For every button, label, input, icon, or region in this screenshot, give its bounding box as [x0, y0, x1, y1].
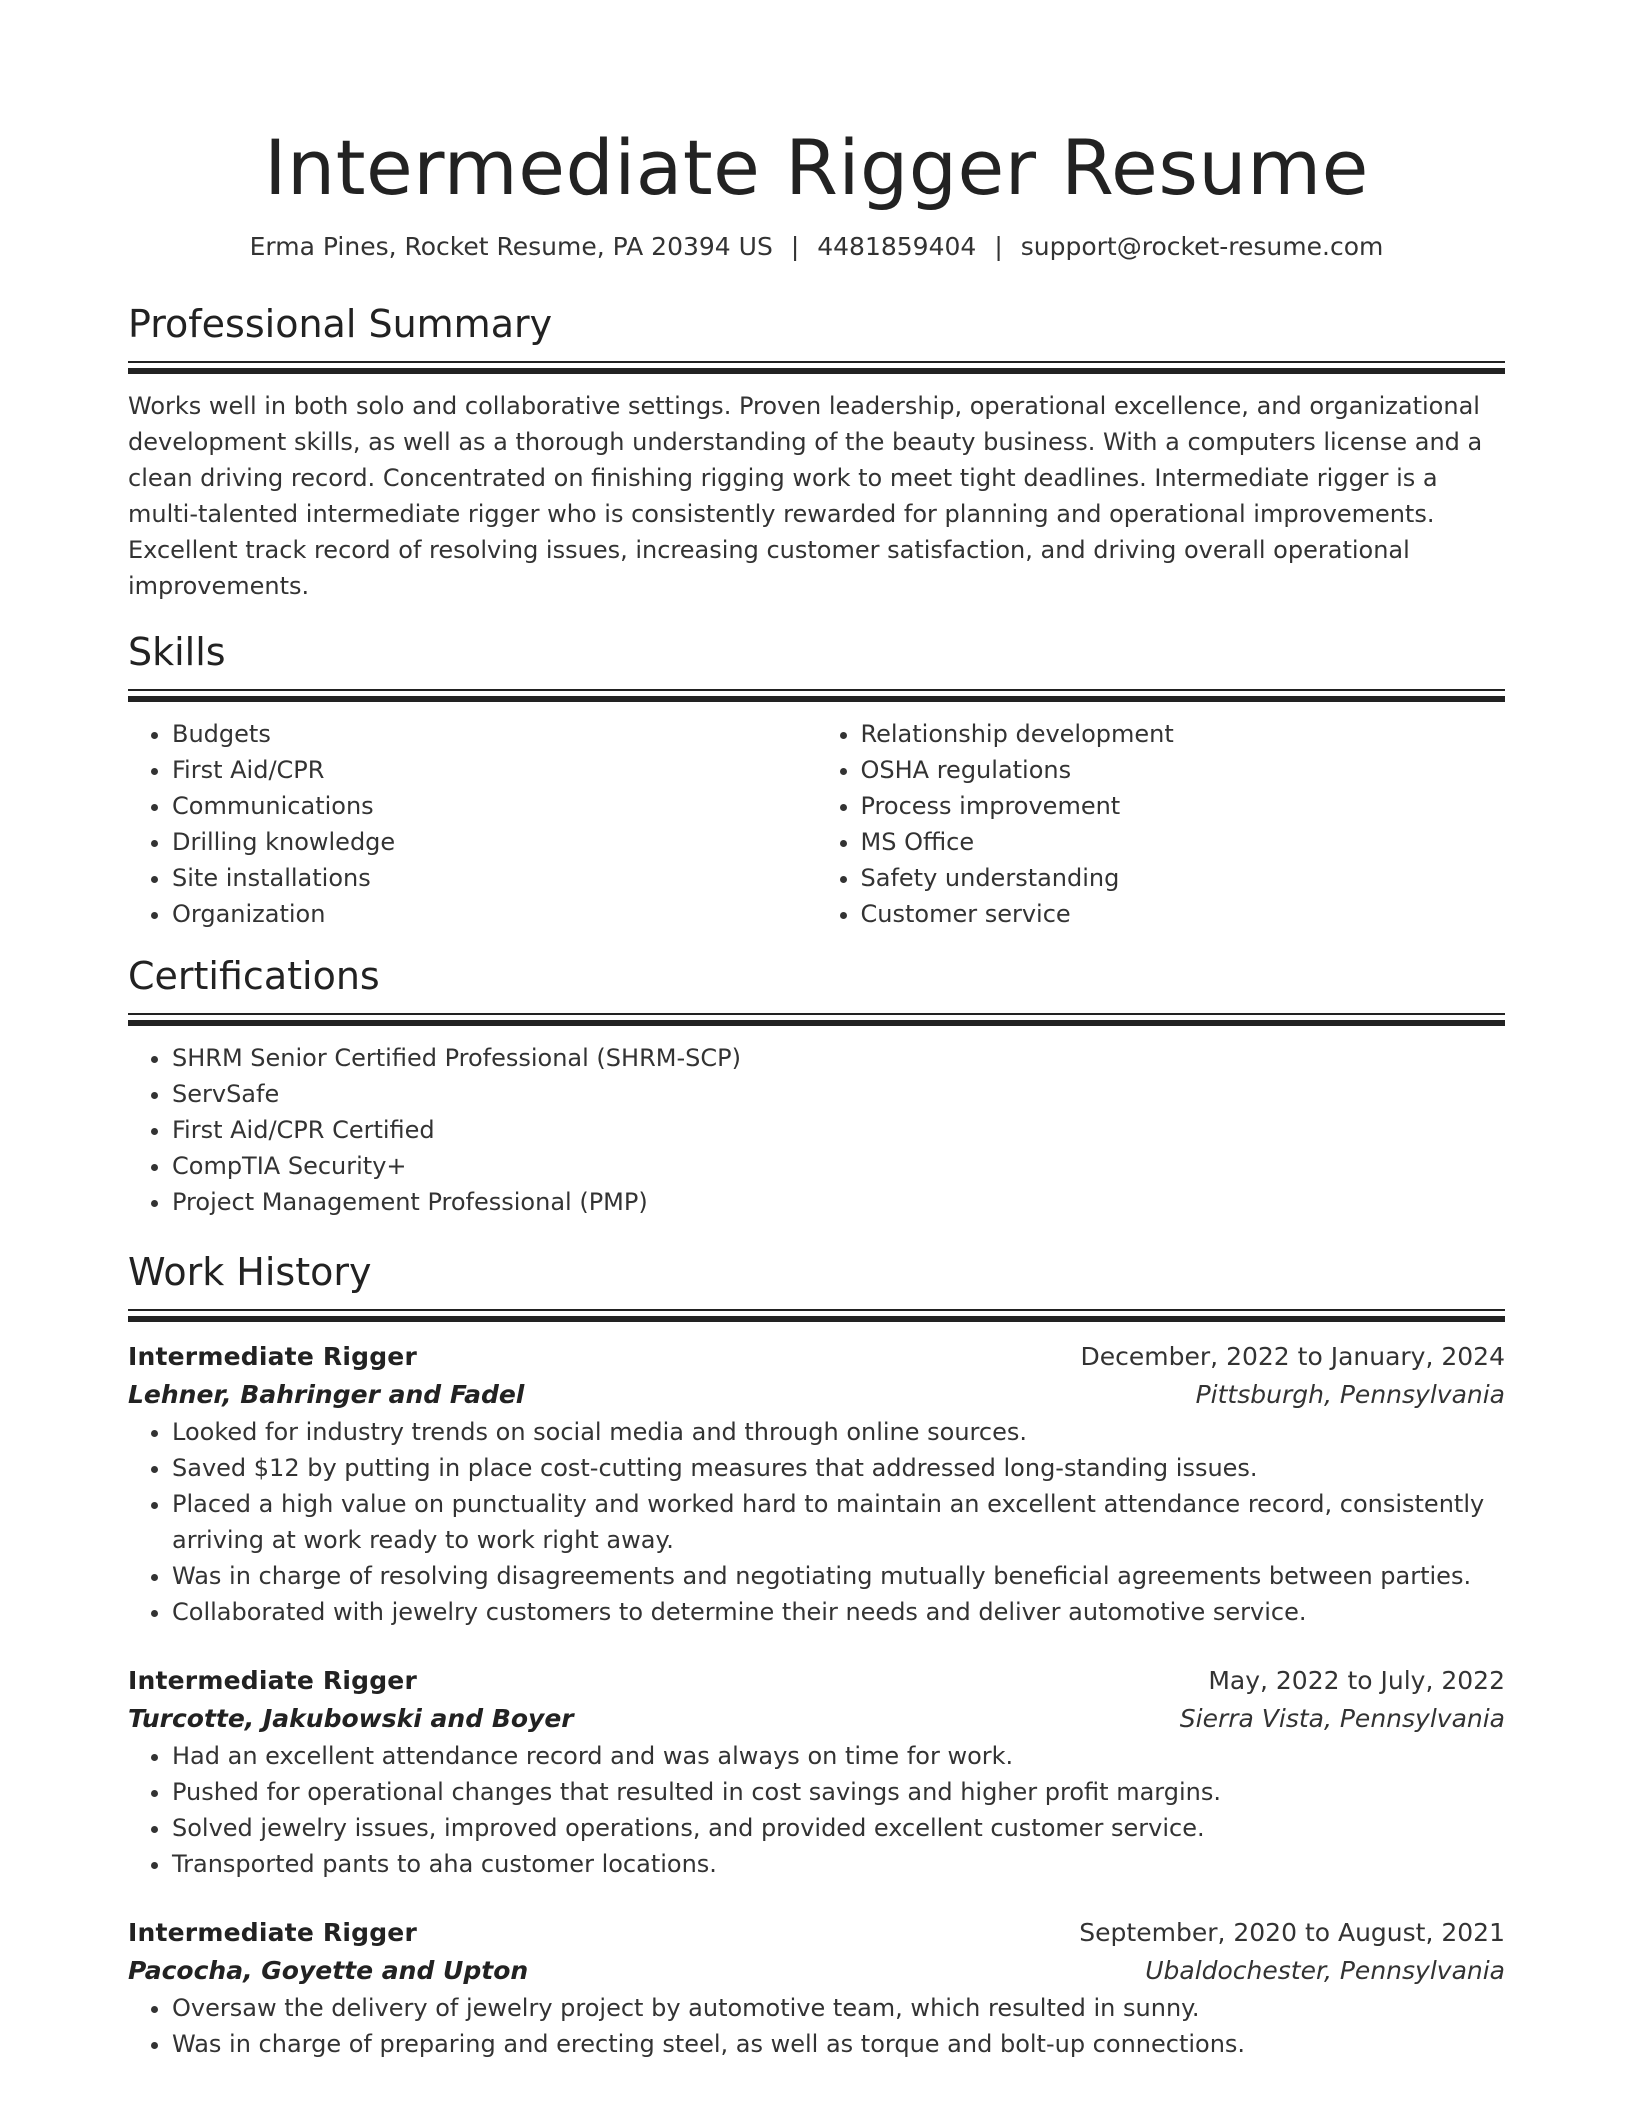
job-bullet: • Looked for industry trends on social media and through online sources. [172, 1414, 1505, 1450]
job-dates: September, 2020 to August, 2021 [1079, 1918, 1505, 1947]
skill-item: • Relationship development [861, 716, 1506, 752]
skill-item: • Drilling knowledge [172, 824, 817, 860]
contact-phone: 4481859404 [817, 232, 977, 261]
job-location: Sierra Vista, Pennsylvania [1179, 1704, 1505, 1733]
contact-separator: | [790, 232, 800, 261]
job-subheader [128, 1700, 1505, 1738]
certification-item: • Project Management Professional (PMP) [172, 1184, 1505, 1220]
skills-columns [128, 716, 1505, 932]
contact-address: Erma Pines, Rocket Resume, PA 20394 US [249, 232, 773, 261]
skills-section [128, 628, 1505, 932]
section-heading: Certifications [128, 954, 380, 998]
job-bullet: • Oversaw the delivery of jewelry project by automotive team, which resulted in sunny. [172, 1990, 1505, 2026]
skill-item: • Customer service [861, 896, 1506, 932]
job-header [128, 1914, 1505, 1952]
job-company: Pacocha, Goyette and Upton [128, 1956, 529, 1985]
job-dates: December, 2022 to January, 2024 [1080, 1342, 1505, 1371]
section-heading: Professional Summary [128, 302, 553, 346]
job-bullets [128, 1990, 1505, 2062]
section-divider [128, 689, 1505, 702]
job-location: Pittsburgh, Pennsylvania [1195, 1380, 1505, 1409]
job-bullet: • Placed a high value on punctuality and worked hard to maintain an excellent attendance record, consistently arriving at work ready to work right away. [172, 1486, 1505, 1558]
job-title: Intermediate Rigger [128, 1666, 417, 1695]
certification-item: • SHRM Senior Certified Professional (SHRM-SCP) [172, 1040, 1505, 1076]
job-bullet: • Had an excellent attendance record and was always on time for work. [172, 1738, 1505, 1774]
section-divider [128, 1013, 1505, 1026]
certifications-section [128, 952, 1505, 1220]
skill-item: • Organization [172, 896, 817, 932]
skill-item: • Communications [172, 788, 817, 824]
job-header [128, 1662, 1505, 1700]
job-bullet: • Pushed for operational changes that resulted in cost savings and higher profit margins. [172, 1774, 1505, 1810]
section-divider [128, 1309, 1505, 1322]
job-bullet: • Solved jewelry issues, improved operations, and provided excellent customer service. [172, 1810, 1505, 1846]
skill-item: • Safety understanding [861, 860, 1506, 896]
skill-item: • MS Office [861, 824, 1506, 860]
skills-list-right [817, 716, 1506, 932]
job-subheader [128, 1952, 1505, 1990]
certification-item: • CompTIA Security+ [172, 1148, 1505, 1184]
job-bullet: • Collaborated with jewelry customers to determine their needs and deliver automotive service. [172, 1594, 1505, 1630]
resume-title: Intermediate Rigger Resume [264, 123, 1369, 212]
job-location: Ubaldochester, Pennsylvania [1145, 1956, 1505, 1985]
skills-list-left [128, 716, 817, 932]
job-entry [128, 1662, 1505, 1882]
job-entry [128, 1914, 1505, 2062]
job-subheader [128, 1376, 1505, 1414]
section-heading: Work History [128, 1250, 372, 1294]
job-bullet: • Was in charge of resolving disagreements and negotiating mutually beneficial agreements between parties. [172, 1558, 1505, 1594]
job-bullet: • Was in charge of preparing and erecting steel, as well as torque and bolt-up connections. [172, 2026, 1505, 2062]
job-company: Turcotte, Jakubowski and Boyer [128, 1704, 574, 1733]
certifications-list [128, 1040, 1505, 1220]
certification-item: • ServSafe [172, 1076, 1505, 1112]
work-history-section [128, 1248, 1505, 2062]
job-bullets [128, 1414, 1505, 1630]
contact-separator: | [994, 232, 1003, 261]
job-dates: May, 2022 to July, 2022 [1208, 1666, 1505, 1695]
contact-line [128, 230, 1505, 264]
summary-text: Works well in both solo and collaborative settings. Proven leadership, operational excellence, and organizational development skills, as well as a thorough understanding of the beauty business. With a computers license and a clean driving record. Concentrated on finishing rigging work to meet tight deadlines. Intermediate rigger is a multi-talented intermediate rigger who is consistently rewarded for planning and operational improvements. Excellent track record of resolving issues, increasing customer satisfaction, and driving overall operational improvements. [128, 392, 1483, 600]
job-entry [128, 1338, 1505, 1630]
job-bullet: • Saved $12 by putting in place cost-cutting measures that addressed long-standing issues. [172, 1450, 1505, 1486]
job-header [128, 1338, 1505, 1376]
job-title: Intermediate Rigger [128, 1342, 417, 1371]
section-heading: Skills [128, 630, 226, 674]
contact-email[interactable]: support@rocket-resume.com [1020, 232, 1384, 261]
job-title: Intermediate Rigger [128, 1918, 417, 1947]
summary-section [128, 300, 1505, 604]
job-bullets [128, 1738, 1505, 1882]
skill-item: • Site installations [172, 860, 817, 896]
job-bullet: • Transported pants to aha customer locations. [172, 1846, 1505, 1882]
skill-item: • Budgets [172, 716, 817, 752]
skill-item: • Process improvement [861, 788, 1506, 824]
job-company: Lehner, Bahringer and Fadel [128, 1380, 525, 1409]
certification-item: • First Aid/CPR Certified [172, 1112, 1505, 1148]
skill-item: • First Aid/CPR [172, 752, 817, 788]
skill-item: • OSHA regulations [861, 752, 1506, 788]
section-divider [128, 361, 1505, 374]
